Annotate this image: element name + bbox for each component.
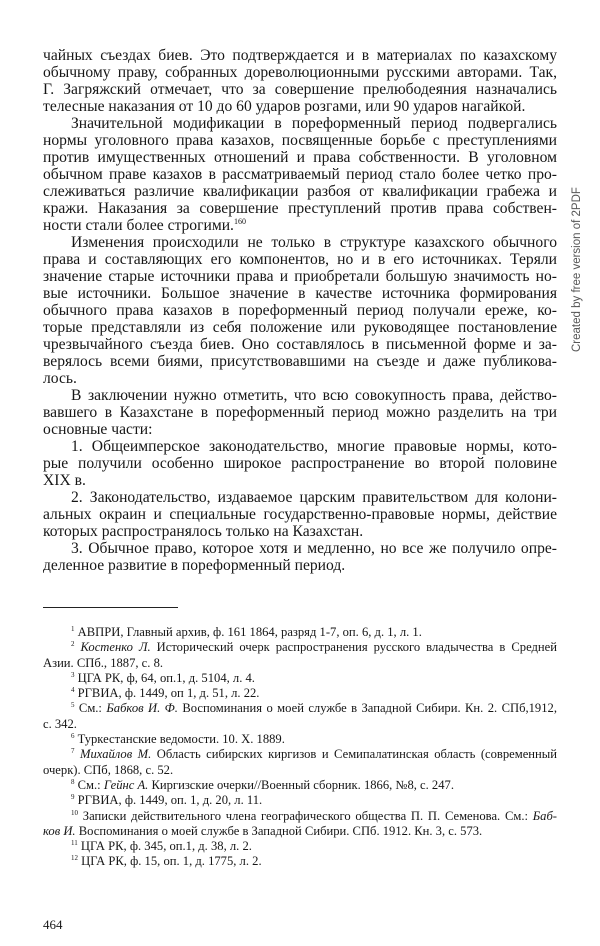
footnote-number: 6: [71, 732, 75, 741]
author-name: Бабков И. Ф.: [106, 701, 178, 716]
author-name: Гейнс А.: [103, 777, 149, 792]
text-segment: Воспоминания о моей службе в Западной Сибири. Кн. 2. СПб,1912,: [177, 701, 557, 716]
footnote: [43, 671, 557, 686]
footnote-line: [43, 763, 557, 778]
text-line: вавшего в Казахстане в пореформенный период можно разделить на три: [43, 404, 557, 421]
footnote: [43, 686, 557, 701]
paragraph: [43, 438, 557, 489]
footnote-number: 9: [71, 793, 75, 802]
paragraph: [43, 234, 557, 387]
text-line: В заключении нужно отметить, что всю совокупность права, действо-: [71, 387, 557, 404]
text-line: обычному праву, собранных дореволюционными русскими авторами. Так,: [43, 64, 557, 81]
text-segment: См.:: [74, 777, 104, 792]
text-line: кражи. Наказания за совершение преступлений против права собствен-: [43, 200, 557, 217]
footnote-line: [43, 747, 557, 762]
text-segment: АВПРИ, Главный архив, ф. 161 1864, разряд 1-7, оп. 6, д. 1, л. 1.: [74, 625, 422, 639]
text-line: против имущественных отношений и права собственности. В уголовном: [43, 149, 557, 166]
text-line: слеживаться различие квалификации разбоя от квалификации грабежа и: [43, 183, 557, 200]
author-name: Костенко Л.: [80, 640, 151, 655]
footnote-line: [43, 793, 557, 808]
text-line: деленное развитие в пореформенный период.: [43, 557, 346, 574]
text-segment: РГВИА, ф. 1449, оп 1, д. 51, л. 22.: [74, 686, 260, 701]
footnote-line: [43, 640, 557, 655]
text-segment: ЦГА РК, ф. 345, оп.1, д. 38, л. 2.: [77, 839, 252, 854]
text-line: XIX в.: [43, 472, 86, 489]
text-line: [43, 217, 557, 234]
footnote: [43, 854, 557, 869]
watermark: Created by free version of 2PDF: [571, 187, 583, 352]
text-line: Г. Загряжский отмечает, что за совершение прелюбодеяния назначались: [43, 81, 557, 98]
text-segment: Область сибирских киргизов и Семипалатинская область (современный: [151, 747, 557, 762]
footnote-number: 5: [71, 701, 75, 710]
footnote-number: 7: [71, 747, 75, 756]
footnote: [43, 793, 557, 808]
text-segment: Туркестанские ведомости. 10. X. 1889.: [74, 732, 285, 747]
text-line: 3. Обычное право, которое хотя и медленно, но все же получило опре-: [71, 540, 557, 557]
paragraph: [43, 540, 557, 574]
footnote-line: [43, 839, 557, 854]
author-name: Баб-: [532, 808, 557, 823]
footnote-ref: 160: [233, 217, 246, 226]
text-line: торые представляли из себя положение или руководящее постановление: [43, 319, 557, 336]
text-segment: См.:: [74, 701, 107, 716]
text-line: Значительной модификации в пореформенный период подвергались: [71, 115, 557, 132]
footnote-number: 12: [71, 854, 78, 863]
text-segment: ЦГА РК, ф. 15, оп. 1, д. 1775, л. 2.: [78, 854, 262, 869]
text-line: значение старые источники права и приобретали большую значимость но-: [43, 268, 557, 285]
text-segment: с. 342.: [43, 716, 77, 731]
text-line: 1. Общеимперское законодательство, многие правовые нормы, кото-: [71, 438, 557, 455]
footnote-number: 10: [71, 808, 78, 817]
footnote: [43, 747, 557, 778]
footnote-number: 8: [71, 777, 75, 786]
footnote-line: [43, 671, 557, 686]
paragraph: [43, 489, 557, 540]
text-line: вые источники. Большое значение в качестве источника формирования: [43, 285, 557, 302]
text-segment: очерк). СПб, 1868, с. 52.: [43, 762, 174, 777]
footnote-line: [43, 656, 557, 671]
footnote-number: 2: [71, 640, 75, 649]
footnote-line: [43, 778, 557, 793]
text-line: обычном праве казахов в рассматриваемый период стало более четко про-: [43, 166, 557, 183]
text-segment: Исторический очерк распространения русского владычества в Средней: [150, 640, 557, 655]
text-line: нормы уголовного права казахов, посвященные борьбе с преступлениями: [43, 132, 557, 149]
footnote-number: 4: [71, 686, 75, 695]
footnote: [43, 732, 557, 747]
text-line: основные части:: [43, 421, 153, 438]
footnote-line: [43, 732, 557, 747]
footnote-line: [43, 717, 557, 732]
paragraph: [43, 387, 557, 438]
footnote-line: [43, 854, 557, 869]
footnote: [43, 839, 557, 854]
author-name: ков И.: [43, 823, 76, 838]
text-line: чрезвычайного съезда биев. Оно составлялось в письменной форме и за-: [43, 336, 557, 353]
footnote-number: 3: [71, 670, 75, 679]
footnote: [43, 701, 557, 732]
footnote-line: [43, 701, 557, 716]
text-line: 2. Законодательство, издаваемое царским правительством для колони-: [71, 489, 557, 506]
footnote-separator: [43, 607, 178, 608]
text-segment: Воспоминания о моей службе в Западной Сибири. СПб. 1912. Кн. 3, с. 573.: [75, 823, 483, 838]
text-line: телесные наказания от 10 до 60 ударов розгами, или 90 ударов нагайкой.: [43, 98, 526, 115]
text-segment: ности стали более строгими.: [43, 217, 234, 234]
text-line: рые получили особенно широкое распространение во второй половине: [43, 455, 557, 472]
text-segment: Киргизские очерки//Военный сборник. 1866, №8, с. 247.: [148, 777, 454, 792]
footnote: [43, 625, 557, 640]
text-segment: Азии. СПб., 1887, с. 8.: [43, 655, 164, 670]
footnote: [43, 640, 557, 671]
text-line: верялось всеми биями, присутствовавшими на съезде и даже публикова-: [43, 353, 557, 370]
footnote: [43, 778, 557, 793]
text-line: альных окраин и специальные государственно-правовые нормы, действие: [43, 506, 557, 523]
footnote-number: 11: [71, 839, 78, 848]
text-line: права и составляющих его компонентов, но и в его источниках. Теряли: [43, 251, 557, 268]
footnote-line: [43, 824, 557, 839]
text-segment: Записки действительного члена географического общества П. П. Семенова. См.:: [78, 808, 533, 823]
footnote-number: 1: [71, 625, 75, 633]
footnote-line: [43, 809, 557, 824]
main-text: [43, 47, 557, 574]
text-segment: РГВИА, ф. 1449, оп. 1, д. 20, л. 11.: [74, 793, 263, 808]
footnote-line: [43, 686, 557, 701]
author-name: Михайлов М.: [79, 747, 152, 762]
text-segment: ЦГА РК, ф, 64, оп.1, д. 5104, л. 4.: [74, 670, 255, 685]
paragraph: [43, 47, 557, 115]
text-line: лось.: [43, 370, 77, 387]
footnotes: [43, 625, 557, 870]
footnote-line: [43, 625, 557, 640]
text-line: обычного права казахов в пореформенный период получали ереже, ко-: [43, 302, 557, 319]
footnote: [43, 809, 557, 840]
text-line: Изменения происходили не только в структуре казахского обычного: [71, 234, 557, 251]
text-line: которых распространялось только на Казахстан.: [43, 523, 364, 540]
text-line: чайных съездах биев. Это подтверждается и в материалах по казахскому: [43, 47, 557, 64]
page-number: 464: [43, 917, 63, 932]
paragraph: [43, 115, 557, 234]
